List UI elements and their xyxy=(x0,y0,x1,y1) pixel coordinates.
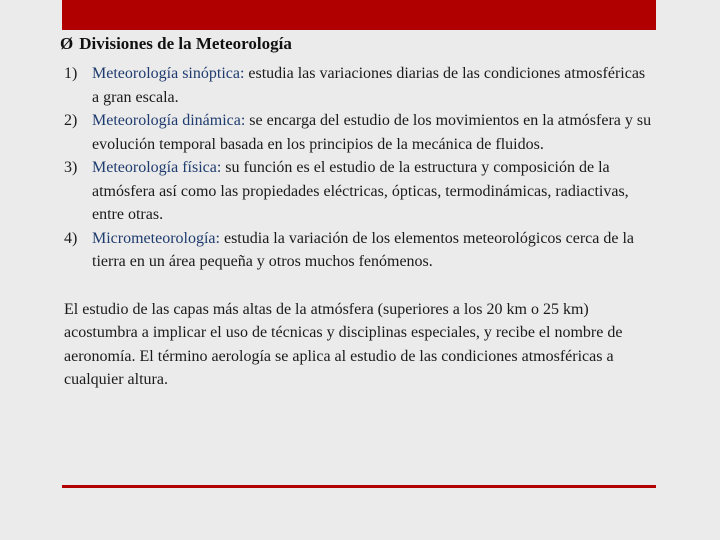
item-number: 2) xyxy=(64,112,78,129)
list-item xyxy=(66,62,666,109)
item-term: Meteorología dinámica: xyxy=(92,112,246,129)
arrow-bullet-icon: Ø xyxy=(60,34,74,53)
divisions-list xyxy=(66,62,666,274)
slide-content xyxy=(60,34,666,392)
item-number: 1) xyxy=(64,65,78,82)
top-accent-bar xyxy=(62,0,656,30)
item-text: se encarga del estudio de los movimientos en la atmósfera y su evolución temporal basada en los principios de la mecánica de fluidos. xyxy=(92,112,652,153)
closing-paragraph: El estudio de las capas más altas de la atmósfera (superiores a los 20 km o 25 km) acostumbra a implicar el uso de técnicas y disciplinas especiales, y recibe el nombre de aeronomía. El término aerología se aplica al estudio de las condiciones atmosféricas a cualquier altura. xyxy=(64,300,623,388)
item-body xyxy=(92,109,666,156)
list-item xyxy=(66,156,666,227)
section-heading xyxy=(60,34,666,54)
item-text: su función es el estudio de la estructura y composición de la atmósfera así como las propiedades eléctricas, ópticas, termodinámicas, radiactivas, entre otras. xyxy=(92,159,629,223)
heading-text: Divisiones de la Meteorología xyxy=(79,34,292,53)
list-item xyxy=(66,227,666,274)
item-body xyxy=(92,227,666,274)
item-term: Meteorología física: xyxy=(92,159,222,176)
item-term: Micrometeorología: xyxy=(92,229,220,247)
item-body xyxy=(92,156,666,227)
item-text: estudia la variación de los elementos meteorológicos cerca de la tierra en un área pequeña y otros muchos fenómenos. xyxy=(92,229,635,270)
item-number: 3) xyxy=(64,159,78,176)
item-term: Meteorología sinóptica: xyxy=(92,65,245,82)
item-body xyxy=(92,62,666,109)
item-text: estudia las variaciones diarias de las condiciones atmosféricas a gran escala. xyxy=(92,65,646,106)
list-item xyxy=(66,109,666,156)
item-number: 4) xyxy=(64,229,78,247)
bottom-accent-line xyxy=(62,485,656,488)
